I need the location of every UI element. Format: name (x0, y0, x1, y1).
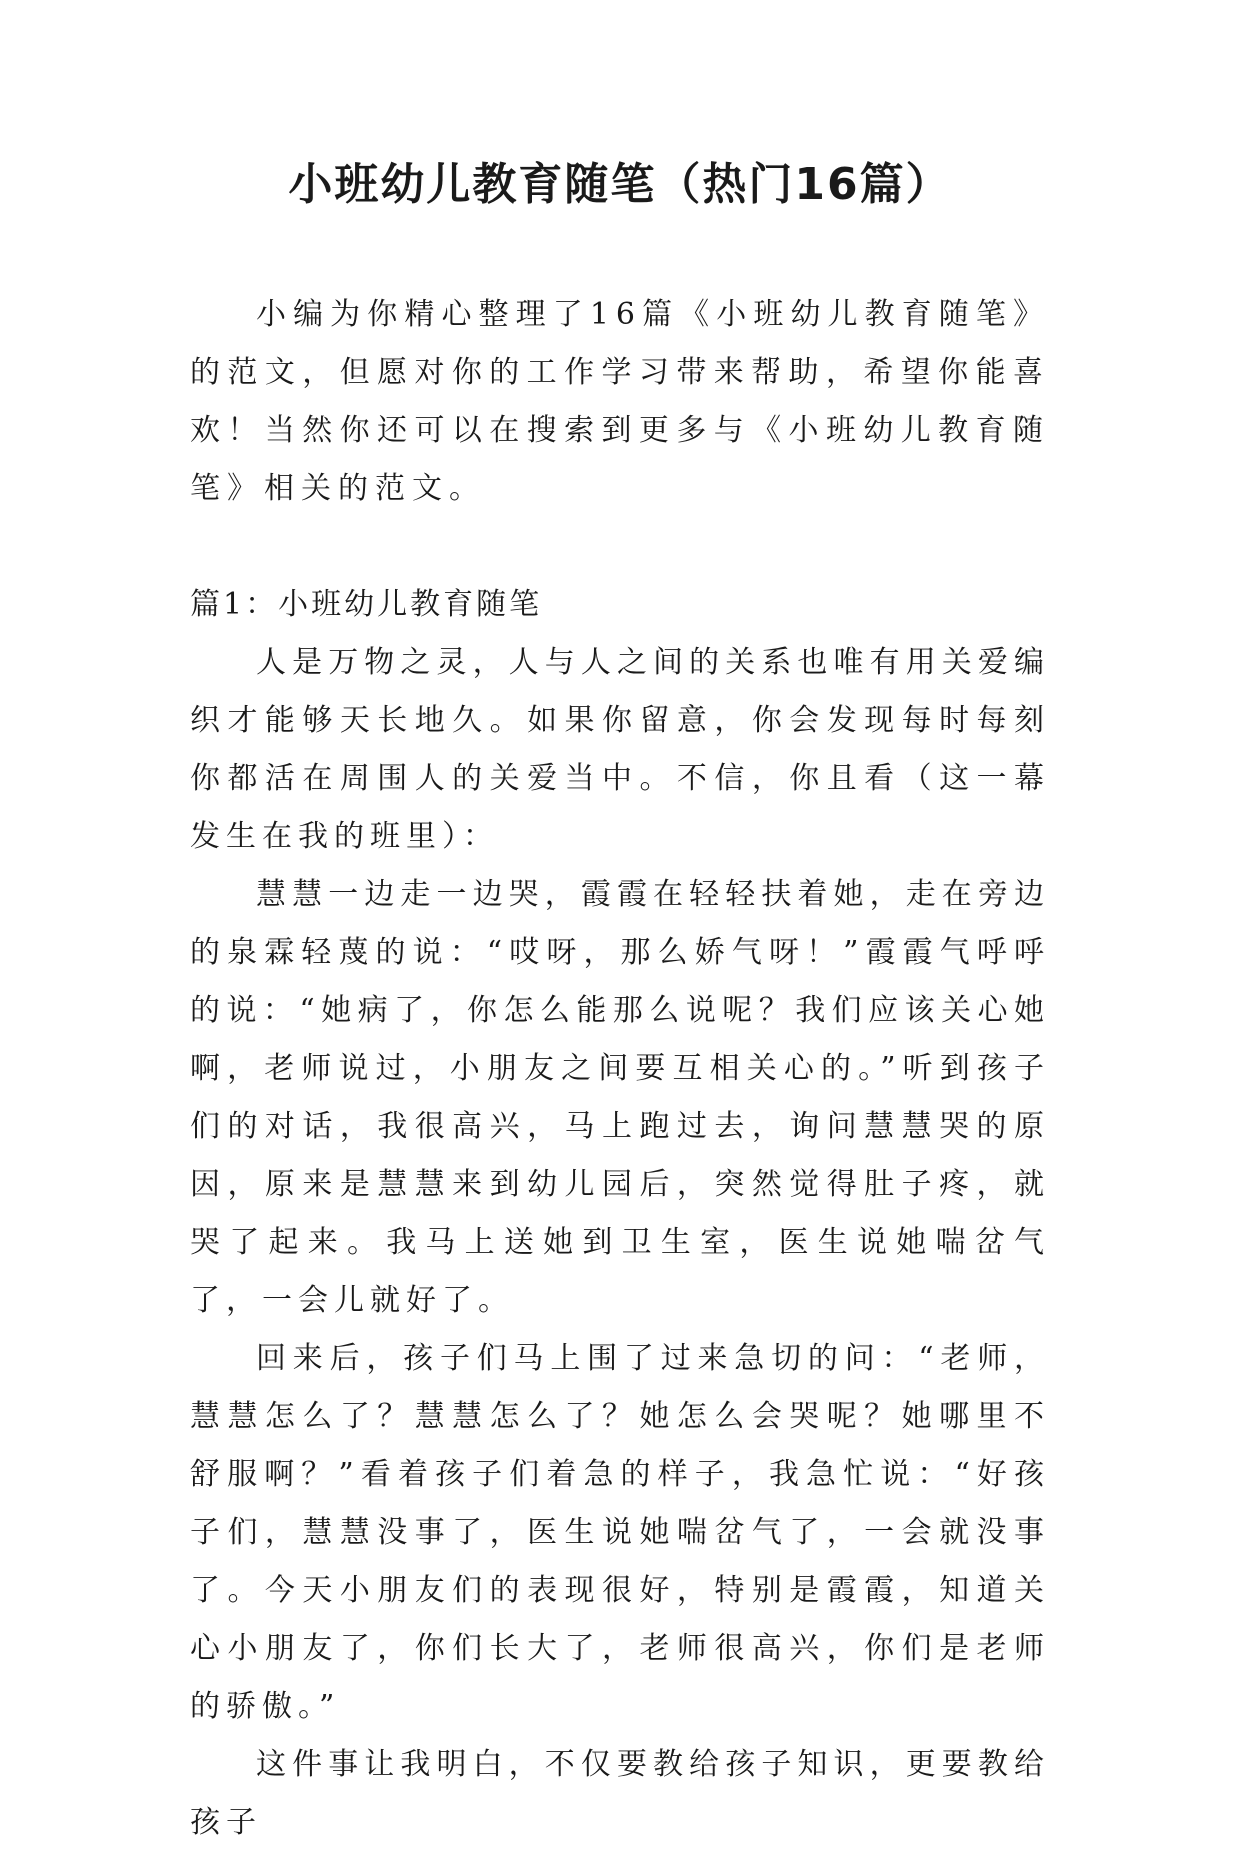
document-body (190, 286, 1050, 1852)
section-heading: 篇1：小班幼儿教育随笔 (190, 587, 543, 622)
body-paragraph-1: 人是万物之灵，人与人之间的关系也唯有用关爱编织才能够天长地久。如果你留意，你会发现每时每刻你都活在周围人的关爱当中。不信，你且看（这一幕发生在我的班里）： (190, 645, 1050, 854)
body-paragraph-2: 慧慧一边走一边哭，霞霞在轻轻扶着她，走在旁边的泉霖轻蔑的说：“哎呀，那么娇气呀！”霞霞气呼呼的说：“她病了，你怎么能那么说呢？我们应该关心她啊，老师说过，小朋友之间要互相关心的。”听到孩子们的对话，我很高兴，马上跑过去，询问慧慧哭的原因，原来是慧慧来到幼儿园后，突然觉得肚子疼，就哭了起来。我马上送她到卫生室，医生说她喘岔气了，一会儿就好了。 (190, 877, 1050, 1318)
body-paragraph-4: 这件事让我明白，不仅要教给孩子知识，更要教给孩子 (190, 1747, 1050, 1840)
document-title: 小班幼儿教育随笔（热门16篇） (288, 159, 952, 210)
body-paragraph-3: 回来后，孩子们马上围了过来急切的问：“老师，慧慧怎么了？慧慧怎么了？她怎么会哭呢？她哪里不舒服啊？”看着孩子们着急的样子，我急忙说：“好孩子们，慧慧没事了，医生说她喘岔气了，一会就没事了。今天小朋友们的表现很好，特别是霞霞，知道关心小朋友了，你们长大了，老师很高兴，你们是老师的骄傲。” (190, 1341, 1050, 1724)
intro-paragraph: 小编为你精心整理了16篇《小班幼儿教育随笔》的范文，但愿对你的工作学习带来帮助，希望你能喜欢！当然你还可以在搜索到更多与《小班幼儿教育随笔》相关的范文。 (190, 297, 1050, 506)
